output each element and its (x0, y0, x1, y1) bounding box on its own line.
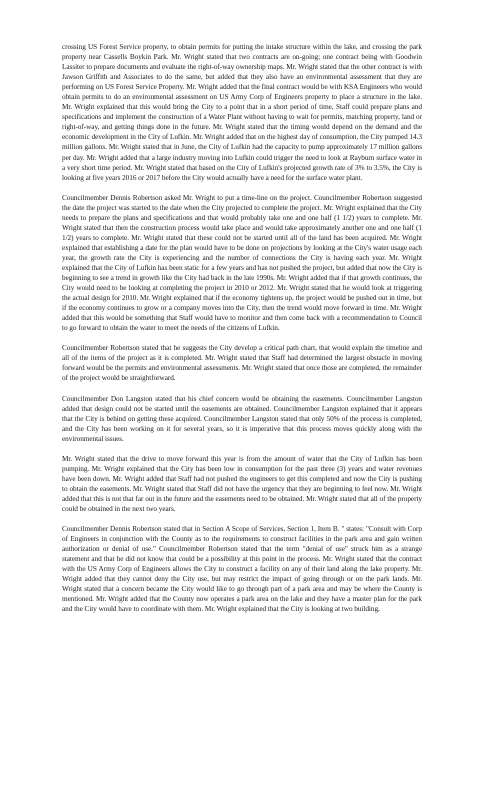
paragraph-1: crossing US Forest Service property, to obtain permits for putting the intake structure within the lake, and crossing the park property near Cassells Boykin Park. Mr. Wright stated that two contracts are on-going; one contract being with Goodwin Lassiter to prepare documents and evaluate the right-of-way ownership maps. Mr. Wright stated that the other contract is with Jawson Griffith and Associates to do the same, but added that they also have an environmental assessment that they are performing on US Forest Service Property. Mr. Wright added that the final contract would be with KSA Engineers who would obtain permits to do an environmental assessment on US Army Corp of Engineers property to place a structure in the lake. Mr. Wright explained that this would bring the City to a point that in a short period of time, Staff could prepare plans and specifications and implement the construction of a Water Plant without having to wait for permits, matching property, land or right-of-way, and getting things done in the future. Mr. Wright stated that the timing would depend on the demand and the economic development in the City of Lufkin. Mr. Wright added that on the highest day of consumption, the City pumped 14.3 million gallons. Mr. Wright stated that in June, the City of Lufkin had the capacity to pump approximately 17 million gallons per day. Mr. Wright added that a large industry moving into Lufkin could trigger the need to look at Rayburn surface water in a very short time period. Mr. Wright stated that based on the City of Lufkin's projected growth rate of 3% to 3.5%, the City is looking at five years 2016 or 2017 before the City would actually have a need for the surface water plant. (62, 43, 422, 182)
paragraph-5: Mr. Wright stated that the drive to move forward this year is from the amount of water that the City of Lufkin has been pumping. Mr. Wright explained that the City has been low in consumption for the past three (3) years and water revenues have been down. Mr. Wright added that Staff had not pushed the engineers to get this completed and now the City is pushing to obtain the easements. Mr. Wright stated that Staff did not have the urgency that they are beginning to feel now. Mr. Wright added that this is not that far out in the future and the easements need to be obtained. Mr. Wright stated that all of the property could be obtained in the next two years. (62, 454, 422, 513)
paragraph-3: Councilmember Robertson stated that he suggests the City develop a critical path chart, that would explain the timeline and all of the items of the project as it is completed. Mr. Wright stated that Staff had determined the largest obstacle in moving forward would be the permits and environmental assessments. Mr. Wright stated that once those are completed, the remainder of the project would be straightforward. (62, 344, 422, 383)
paragraph-2: Councilmember Dennis Robertson asked Mr. Wright to put a time-line on the project. Councilmember Robertson suggested the date the project was started to the date when the City projected to complete the project. Mr. Wright explained that the City needs to prepare the plans and specifications and that would probably take one and one half (1 1/2) years to complete. Mr. Wright stated that then the construction process would take place and would take approximately another one and one half (1 1/2) years to complete. Mr. Wright stated that these could not be started until all of the land has been acquired. Mr. Wright explained that establishing a date for the plan would have to be done on projections by looking at the City's water usage each year, the growth rate the City is experiencing and the number of connections the City is having each year. Mr. Wright explained that the City of Lufkin has been static for a few years and has not pushed the project, but added that now the City is beginning to see a trend in growth like the City had back in the late 1990s. Mr. Wright added that if that growth continues, the City would need to be looking at completing the project in 2010 or 2012. Mr. Wright stated that he would look at triggering the actual design for 2010. Mr. Wright explained that if the economy tightens up, the project would be pushed out in time, but if the economy continues to grow or a company moves into the City, then the trend would move forward in time. Mr. Wright added that this would be something that Staff would have to monitor and then come back with a recommendation to Council to go forward to obtain the water to meet the needs of the citizens of Lufkin. (62, 193, 422, 333)
paragraph-6: Councilmember Dennis Robertson stated that in Section A Scope of Services, Section 1, Item B. " states: "Consult with Corp of Engineers in conjunction with the County as to the requirements to construct facilities in the park area and gain written authorization or denial of use." Councilmember Robertson stated that the term "denial of use" struck him as a strange statement and that he did not know that could be a possibility at this point in the process. Mr. Wright stated that the contract with the US Army Corp of Engineers allows the City to construct a facility on any of their land along the lake property. Mr. Wright added that they cannot deny the City use, but may restrict the impact of going through or on the park lands. Mr. Wright stated that a concern became the City would like to go through part of a park area and may be where the County is mentioned. Mr. Wright added that the County now operates a park area on the lake and they have a master plan for the park and the City would have to coordinate with them. Mr. Wright explained that the City is looking at two building, (62, 525, 422, 614)
paragraph-4: Councilmember Don Langston stated that his chief concern would be obtaining the easements. Councilmember Langston added that design could not be started until the easements are obtained. Councilmember Langston explained that it appears that the City is behind on getting these acquired. Councilmember Langston stated that only 50% of the process is completed, and the City has been working on it for several years, so it is imperative that this process moves quickly along with the environmental issues. (62, 394, 422, 443)
